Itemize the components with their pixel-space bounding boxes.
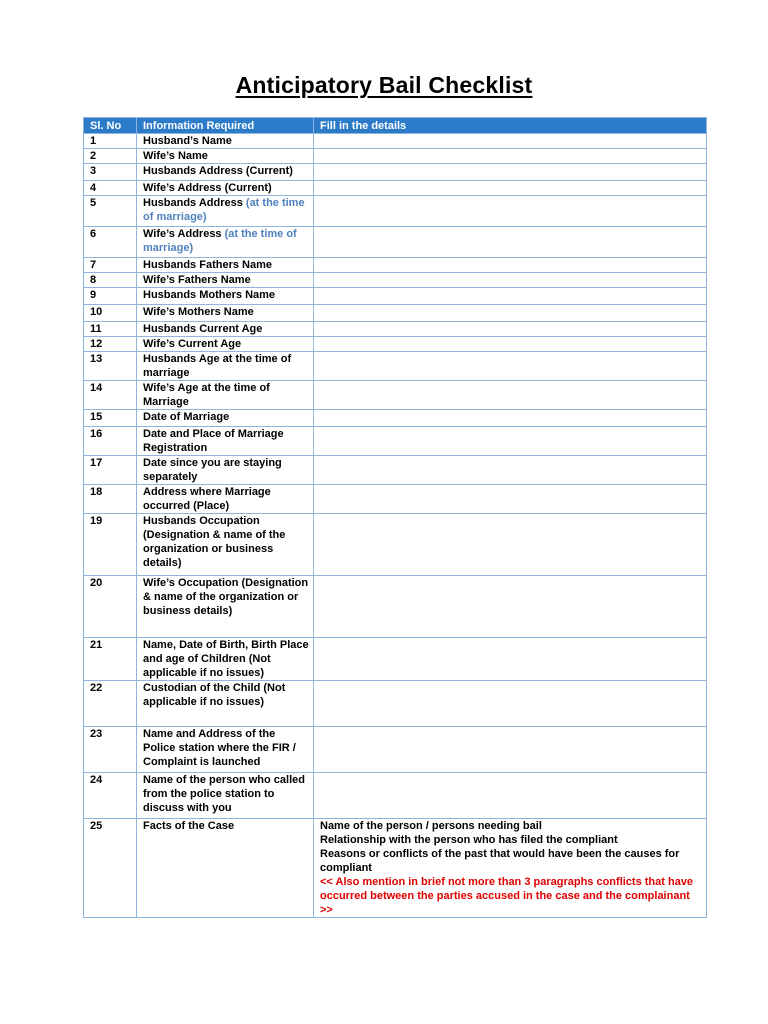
- row-number: 4: [84, 181, 137, 196]
- row-info-label: Facts of the Case: [143, 820, 235, 832]
- row-info-label: Date since you are staying separately: [143, 457, 282, 483]
- page-title: Anticipatory Bail Checklist: [235, 72, 533, 98]
- table-row: [84, 819, 707, 918]
- row-number: 22: [84, 681, 137, 727]
- row-information-required: [137, 273, 314, 288]
- row-information-required: [137, 258, 314, 273]
- table-row: [84, 638, 707, 681]
- row-information-required: [137, 410, 314, 427]
- row-fill-in-details[interactable]: [314, 337, 707, 352]
- row-info-label: Address where Marriage occurred (Place): [143, 486, 271, 512]
- row-info-label: Husbands Mothers Name: [143, 289, 276, 301]
- row-number: 1: [84, 134, 137, 149]
- row-number: 18: [84, 485, 137, 514]
- row-fill-in-details[interactable]: [314, 352, 707, 381]
- table-row: [84, 149, 707, 164]
- table-row: [84, 773, 707, 819]
- row-information-required: [137, 576, 314, 638]
- row-number: 12: [84, 337, 137, 352]
- row-information-required: [137, 149, 314, 164]
- row-number: 23: [84, 727, 137, 773]
- row-information-required: [137, 181, 314, 196]
- row-fill-in-details[interactable]: [314, 273, 707, 288]
- header-fill-details: Fill in the details: [314, 118, 707, 134]
- row-number: 19: [84, 514, 137, 576]
- row-number: 11: [84, 322, 137, 337]
- row-information-required: [137, 337, 314, 352]
- row-info-qualifier: (at the time of marriage): [143, 228, 297, 254]
- table-row: [84, 164, 707, 181]
- row-information-required: [137, 681, 314, 727]
- checklist-table: [83, 117, 707, 918]
- row-fill-in-details[interactable]: [314, 819, 707, 918]
- row-information-required: [137, 305, 314, 322]
- table-row: [84, 381, 707, 410]
- row-information-required: [137, 819, 314, 918]
- row-number: 9: [84, 288, 137, 305]
- row-number: 13: [84, 352, 137, 381]
- row-number: 15: [84, 410, 137, 427]
- row-information-required: [137, 638, 314, 681]
- row-number: 2: [84, 149, 137, 164]
- row-fill-in-details[interactable]: [314, 727, 707, 773]
- row-fill-in-details[interactable]: [314, 134, 707, 149]
- row-info-label: Wife’s Occupation (Designation & name of the organization or business details): [143, 577, 309, 617]
- row-information-required: [137, 727, 314, 773]
- row-info-label: Custodian of the Child (Not applicable if no issues): [143, 682, 286, 708]
- table-header-row: [84, 118, 707, 134]
- row-info-label: Date of Marriage: [143, 411, 230, 423]
- row-number: 7: [84, 258, 137, 273]
- row-information-required: [137, 514, 314, 576]
- row-fill-in-details[interactable]: [314, 227, 707, 258]
- row-info-label: Husband’s Name: [143, 135, 232, 147]
- row-information-required: [137, 322, 314, 337]
- row-fill-in-details[interactable]: [314, 381, 707, 410]
- table-row: [84, 485, 707, 514]
- table-row: [84, 681, 707, 727]
- row-information-required: [137, 196, 314, 227]
- table-row: [84, 352, 707, 381]
- row-fill-in-details[interactable]: [314, 681, 707, 727]
- row-number: 6: [84, 227, 137, 258]
- row-info-label: Husbands Occupation (Designation & name of the organization or business details): [143, 515, 286, 569]
- row-fill-in-details[interactable]: [314, 576, 707, 638]
- row-number: 10: [84, 305, 137, 322]
- row-info-label: Name, Date of Birth, Birth Place and age of Children (Not applicable if no issues): [143, 639, 309, 679]
- table-row: [84, 727, 707, 773]
- table-row: [84, 576, 707, 638]
- row-info-qualifier: (at the time of marriage): [143, 197, 305, 223]
- row-fill-in-details[interactable]: [314, 773, 707, 819]
- row-fill-in-details[interactable]: [314, 181, 707, 196]
- row-info-label: Name of the person who called from the police station to discuss with you: [143, 774, 305, 814]
- row-fill-in-details[interactable]: [314, 305, 707, 322]
- row-number: 3: [84, 164, 137, 181]
- row-information-required: [137, 164, 314, 181]
- row-info-label: Wife’s Address (Current): [143, 182, 272, 194]
- row-info-label: Wife’s Fathers Name: [143, 274, 251, 286]
- table-row: [84, 288, 707, 305]
- row-information-required: [137, 134, 314, 149]
- table-row: [84, 227, 707, 258]
- header-sl-no: Sl. No: [84, 118, 137, 134]
- row-fill-in-details[interactable]: [314, 485, 707, 514]
- header-information-required: Information Required: [137, 118, 314, 134]
- row-fill-in-details[interactable]: [314, 322, 707, 337]
- row-information-required: [137, 381, 314, 410]
- row-number: 25: [84, 819, 137, 918]
- table-row: [84, 322, 707, 337]
- row-info-label: Wife’s Current Age: [143, 338, 242, 350]
- row-info-label: Wife’s Name: [143, 150, 208, 162]
- row-fill-in-details[interactable]: [314, 149, 707, 164]
- row-fill-in-details[interactable]: [314, 427, 707, 456]
- row-fill-in-details[interactable]: [314, 196, 707, 227]
- row-fill-in-details[interactable]: [314, 288, 707, 305]
- facts-prompt-line1: Name of the person / persons needing bail: [320, 820, 542, 832]
- facts-prompt-line2: Relationship with the person who has filed the compliant: [320, 834, 618, 846]
- table-body: [84, 134, 707, 918]
- row-info-label: Wife’s Age at the time of Marriage: [143, 382, 270, 408]
- row-info-label: Wife’s Address: [143, 228, 225, 240]
- row-info-label: Husbands Address: [143, 197, 246, 209]
- row-fill-in-details[interactable]: [314, 164, 707, 181]
- row-fill-in-details[interactable]: [314, 258, 707, 273]
- row-number: 14: [84, 381, 137, 410]
- row-fill-in-details[interactable]: [314, 456, 707, 485]
- table-row: [84, 305, 707, 322]
- table-row: [84, 514, 707, 576]
- row-information-required: [137, 352, 314, 381]
- row-number: 24: [84, 773, 137, 819]
- row-number: 16: [84, 427, 137, 456]
- row-info-label: Husbands Address (Current): [143, 165, 293, 177]
- row-info-label: Date and Place of Marriage Registration: [143, 428, 284, 454]
- row-fill-in-details[interactable]: [314, 410, 707, 427]
- table-row: [84, 181, 707, 196]
- row-information-required: [137, 427, 314, 456]
- table-row: [84, 273, 707, 288]
- table-row: [84, 134, 707, 149]
- row-information-required: [137, 288, 314, 305]
- table-row: [84, 410, 707, 427]
- row-info-label: Husbands Age at the time of marriage: [143, 353, 292, 379]
- row-information-required: [137, 456, 314, 485]
- row-number: 20: [84, 576, 137, 638]
- row-info-label: Wife’s Mothers Name: [143, 306, 254, 318]
- table-row: [84, 427, 707, 456]
- row-info-label: Husbands Fathers Name: [143, 259, 272, 271]
- facts-prompt-line3: Reasons or conflicts of the past that would have been the causes for compliant: [320, 848, 680, 874]
- row-information-required: [137, 227, 314, 258]
- table-row: [84, 258, 707, 273]
- row-number: 8: [84, 273, 137, 288]
- row-info-label: Name and Address of the Police station where the FIR / Complaint is launched: [143, 728, 296, 768]
- row-fill-in-details[interactable]: [314, 638, 707, 681]
- facts-note: << Also mention in brief not more than 3 paragraphs conflicts that have occurred between the parties accused in the case and the complainant >>: [320, 876, 694, 916]
- row-information-required: [137, 485, 314, 514]
- table-row: [84, 456, 707, 485]
- row-number: 17: [84, 456, 137, 485]
- row-number: 21: [84, 638, 137, 681]
- table-row: [84, 337, 707, 352]
- table-row: [84, 196, 707, 227]
- row-information-required: [137, 773, 314, 819]
- row-fill-in-details[interactable]: [314, 514, 707, 576]
- row-info-label: Husbands Current Age: [143, 323, 263, 335]
- row-number: 5: [84, 196, 137, 227]
